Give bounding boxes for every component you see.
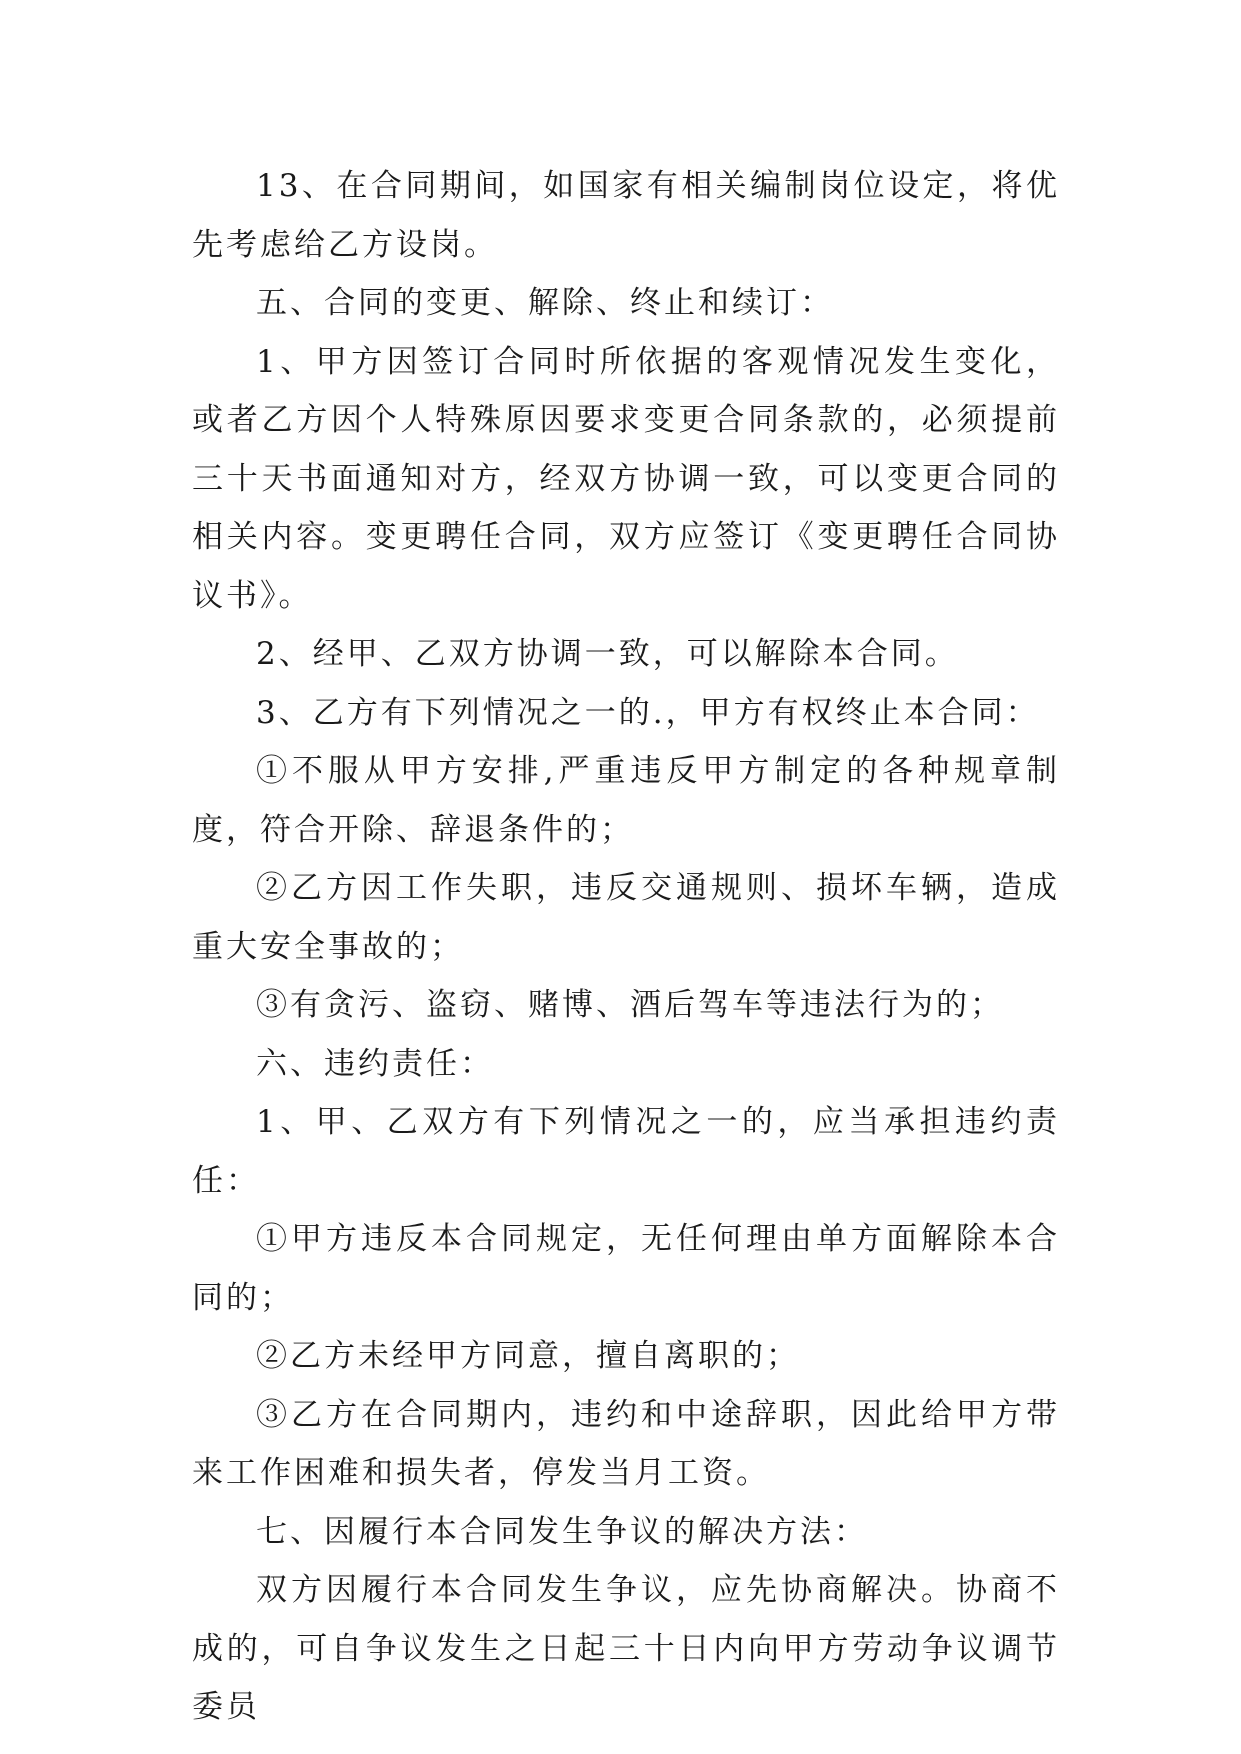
list-item-termination-3: ③有贪污、盗窃、赌博、酒后驾车等违法行为的；	[256, 987, 1004, 1023]
section-heading-contract-changes: 五、合同的变更、解除、终止和续订：	[256, 285, 834, 321]
paragraph-change-clause-1: 1、甲方因签订合同时所依据的客观情况发生变化，或者乙方因个人特殊原因要求变更合同条款的，必须提前三十天书面通知对方，经双方协调一致，可以变更合同的相关内容。变更聘任合同，双方应签订《变更聘任合同协议书》。	[192, 343, 1060, 614]
list-item-termination-2: ②乙方因工作失职，违反交通规则、损坏车辆，造成重大安全事故的；	[192, 870, 1060, 965]
paragraph-change-clause-3: 3、乙方有下列情况之一的.，甲方有权终止本合同：	[256, 694, 1040, 731]
paragraph-dispute-resolution: 双方因履行本合同发生争议，应先协商解决。协商不成的，可自争议发生之日起三十日内向甲方劳动争议调节委员	[192, 1572, 1060, 1725]
paragraph-liability-clause-1: 1、甲、乙双方有下列情况之一的，应当承担违约责任：	[192, 1104, 1060, 1199]
paragraph-change-clause-2: 2、经甲、乙双方协调一致，可以解除本合同。	[256, 636, 959, 672]
document-body	[192, 157, 1060, 1737]
list-item-liability-1: ①甲方违反本合同规定，无任何理由单方面解除本合同的；	[192, 1221, 1060, 1316]
list-item-termination-1: ①不服从甲方安排,严重违反甲方制定的各种规章制度，符合开除、辞退条件的；	[192, 753, 1060, 848]
list-item-liability-3: ③乙方在合同期内，违约和中途辞职，因此给甲方带来工作困难和损失者，停发当月工资。	[192, 1396, 1060, 1491]
list-item-liability-2: ②乙方未经甲方同意，擅自离职的；	[256, 1338, 800, 1374]
section-heading-liability: 六、违约责任：	[256, 1045, 494, 1082]
section-heading-dispute-resolution: 七、因履行本合同发生争议的解决方法：	[256, 1513, 868, 1550]
paragraph-clause-13: 13、在合同期间，如国家有相关编制岗位设定，将优先考虑给乙方设岗。	[192, 168, 1060, 263]
